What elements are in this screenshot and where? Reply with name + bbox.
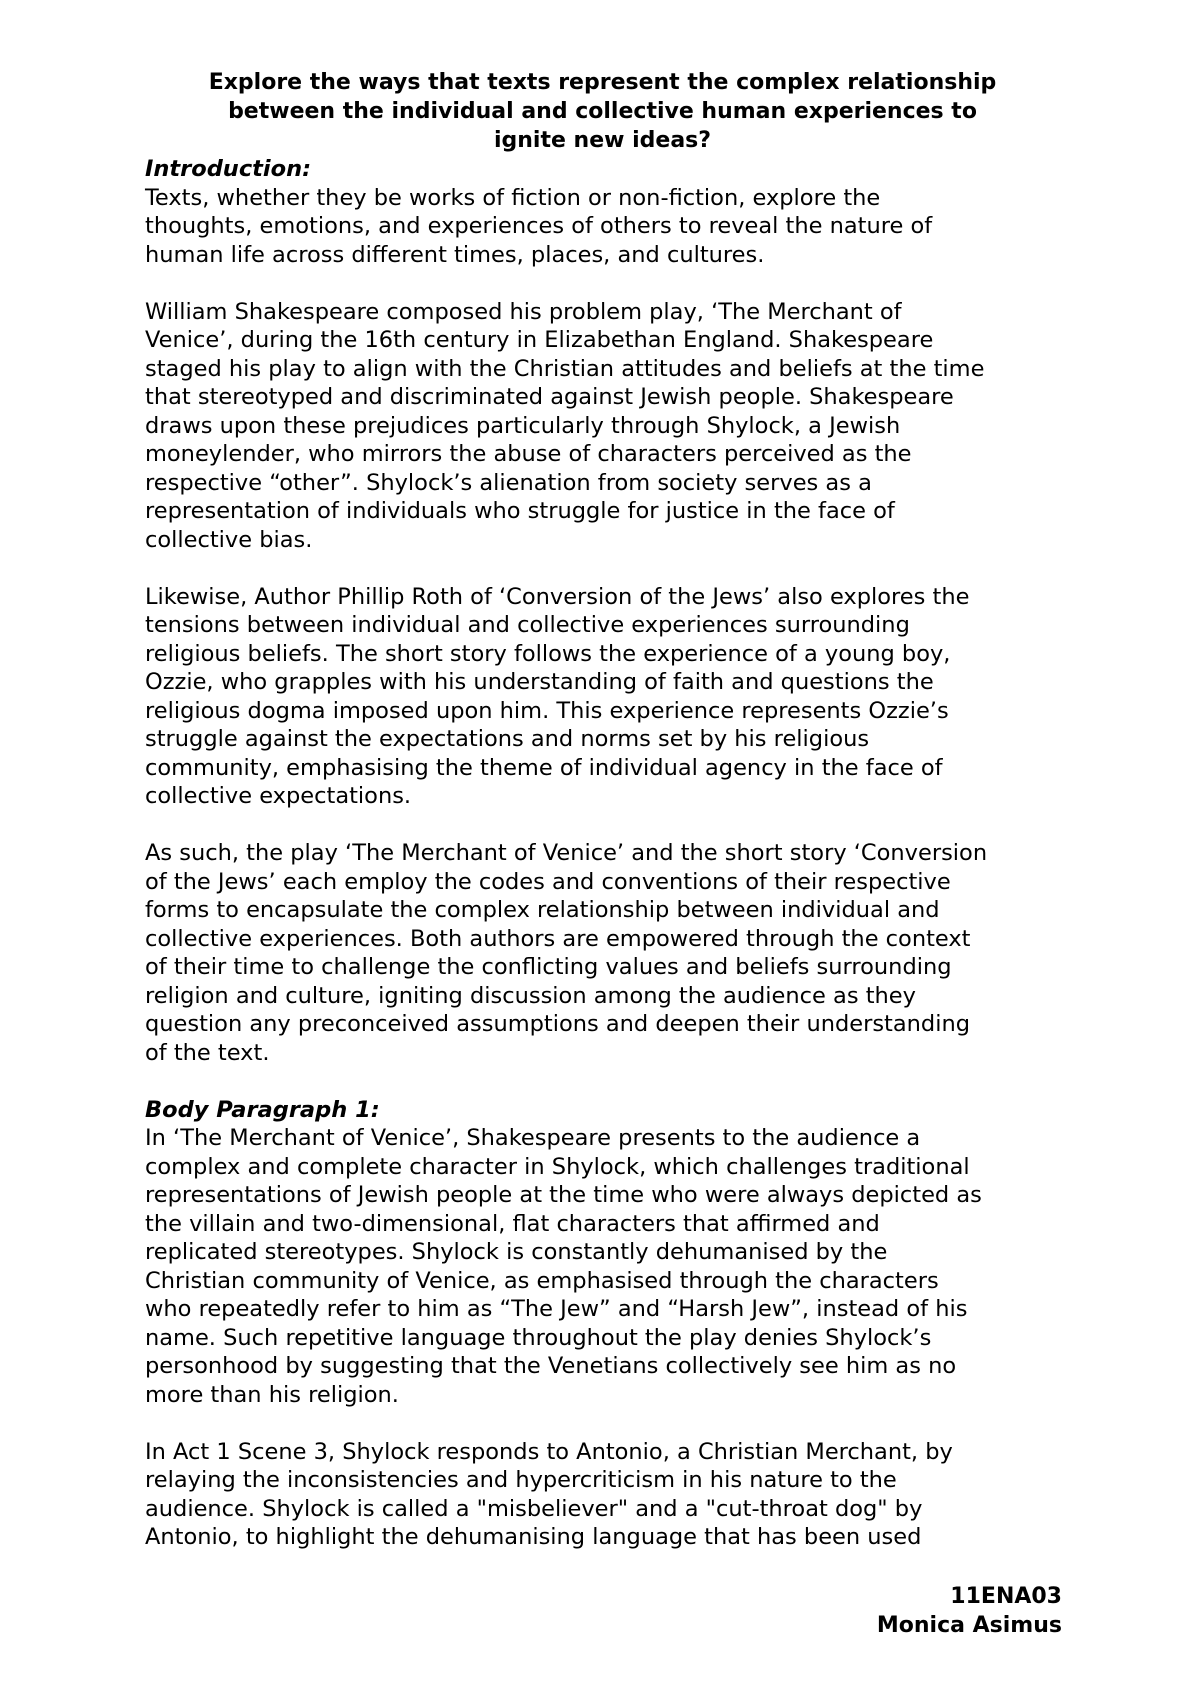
body-paragraph-1-heading: Body Paragraph 1:	[145, 1096, 380, 1123]
document-footer	[877, 1582, 1062, 1640]
document-page	[145, 68, 1070, 1552]
introduction-paragraph-3: Likewise, Author Phillip Roth of ‘Conversion of the Jews’ also explores the tensions between individual and collective experiences surrounding religious beliefs. The short story follows the experience of a young boy, Ozzie, who grapples with his understanding of faith and questions the religious dogma imposed upon him. This experience represents Ozzie’s struggle against the expectations and norms set by his religious community, emphasising the theme of individual agency in the face of collective expectations.	[145, 583, 970, 809]
body-paragraph-1-text-1: In ‘The Merchant of Venice’, Shakespeare presents to the audience a complex and complete character in Shylock, which challenges traditional representations of Jewish people at the time who were always depicted as the villain and two-dimensional, flat characters that affirmed and replicated stereotypes. Shylock is constantly dehumanised by the Christian community of Venice, as emphasised through the characters who repeatedly refer to him as “The Jew” and “Harsh Jew”, instead of his name. Such repetitive language throughout the play denies Shylock’s personhood by suggesting that the Venetians collectively see him as no more than his religion.	[145, 1125, 982, 1408]
document-title: Explore the ways that texts represent the complex relationship between the individual and collective human experiences to ignite new ideas?	[208, 70, 997, 153]
author-name: Monica Asimus	[876, 1613, 1062, 1638]
body-paragraph-1-text-2: In Act 1 Scene 3, Shylock responds to Antonio, a Christian Merchant, by relaying the inconsistencies and hypercriticism in his nature to the audience. Shylock is called a "misbeliever" and a "cut-throat dog" by Antonio, to highlight the dehumanising language that has been used	[145, 1438, 953, 1550]
course-code: 11ENA03	[950, 1584, 1062, 1609]
introduction-heading: Introduction:	[145, 156, 312, 182]
introduction-paragraph-2: William Shakespeare composed his problem play, ‘The Merchant of Venice’, during the 16th century in Elizabethan England. Shakespeare staged his play to align with the Christian attitudes and beliefs at the time that stereotyped and discriminated against Jewish people. Shakespeare draws upon these prejudices particularly through Shylock, a Jewish moneylender, who mirrors the abuse of characters perceived as the respective “other”. Shylock’s alienation from society serves as a representation of individuals who struggle for justice in the face of collective bias.	[145, 298, 985, 553]
introduction-paragraph-4: As such, the play ‘The Merchant of Venice’ and the short story ‘Conversion of the Jews’ each employ the codes and conventions of their respective forms to encapsulate the complex relationship between individual and collective experiences. Both authors are empowered through the context of their time to challenge the conflicting values and beliefs surrounding religion and culture, igniting discussion among the audience as they question any preconceived assumptions and deepen their understanding of the text.	[145, 840, 988, 1066]
introduction-paragraph-1: Texts, whether they be works of fiction or non-fiction, explore the thoughts, emotions, and experiences of others to reveal the nature of human life across different times, places, and cultures.	[145, 184, 933, 268]
